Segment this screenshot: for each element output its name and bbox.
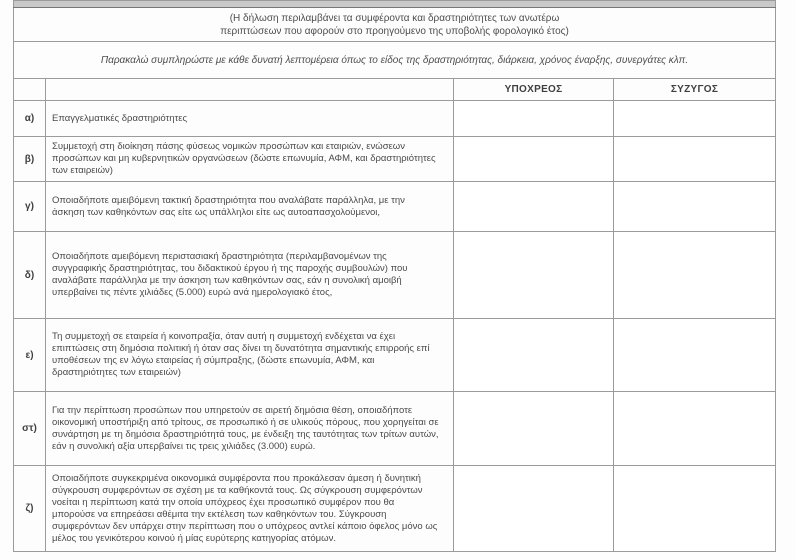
table-row-st xyxy=(14,392,776,466)
row-label: γ) xyxy=(14,182,46,232)
obligor-value-cell[interactable] xyxy=(454,182,614,232)
row-description: Οποιαδήποτε αμειβόμενη τακτική δραστηριότητα που αναλάβατε παράλληλα, με την άσκηση των καθηκόντων σας είτε ως υπάλληλοι είτε ως αυτοαπασχολούμενοι, xyxy=(46,182,454,232)
spouse-value-cell[interactable] xyxy=(614,182,776,232)
table-row-e xyxy=(14,319,776,392)
header-empty-description-cell xyxy=(46,79,454,101)
row-label: στ) xyxy=(14,392,46,466)
row-description: Για την περίπτωση προσώπων που υπηρετούν σε αιρετή δημόσια θέση, οποιαδήποτε οικονομική υποστήριξη από τρίτους, σε προσωπικό ή σε υλικούς πόρους, που χορηγείται σε συνάρτηση με τη δημόσια δραστηριότητά τους, με ένδειξη της ταυτότητας των τρίτων αυτών, εάν η συνολική αξία υπερβαίνει τις τρεις χιλιάδες (3.000) ευρώ. xyxy=(46,392,454,466)
table-top-bar-row xyxy=(14,1,776,8)
spouse-value-cell[interactable] xyxy=(614,137,776,182)
declaration-note-line2: περιπτώσεων που αφορούν στο προηγούμενο της υποβολής φορολογικό έτος) xyxy=(220,25,569,37)
column-header-spouse: ΣΥΖΥΓΟΣ xyxy=(614,79,776,101)
obligor-value-cell[interactable] xyxy=(454,232,614,319)
spouse-value-cell[interactable] xyxy=(614,101,776,137)
instruction-cell xyxy=(14,42,776,79)
row-label: β) xyxy=(14,137,46,182)
spouse-value-cell[interactable] xyxy=(614,232,776,319)
spouse-value-cell[interactable] xyxy=(614,466,776,552)
table-row-b xyxy=(14,137,776,182)
row-label: α) xyxy=(14,101,46,137)
header-empty-label-cell xyxy=(14,79,46,101)
column-header-obligor: ΥΠΟΧΡΕΟΣ xyxy=(454,79,614,101)
row-description: Επαγγελματικές δραστηριότητες xyxy=(46,101,454,137)
row-label: ζ) xyxy=(14,466,46,552)
obligor-value-cell[interactable] xyxy=(454,319,614,392)
table-row-d xyxy=(14,232,776,319)
row-description: Συμμετοχή στη διοίκηση πάσης φύσεως νομικών προσώπων και εταιριών, ενώσεων προσώπων και μη κυβερνητικών οργανώσεων (δώστε επωνυμία, ΑΦΜ, και δραστηριότητες των εταιρειών) xyxy=(46,137,454,182)
table-row-z xyxy=(14,466,776,552)
row-label: δ) xyxy=(14,232,46,319)
interests-declaration-table xyxy=(13,0,776,552)
obligor-value-cell[interactable] xyxy=(454,101,614,137)
spouse-value-cell[interactable] xyxy=(614,392,776,466)
instruction-text: Παρακαλώ συμπληρώστε με κάθε δυνατή λεπτομέρεια όπως το είδος της δραστηριότητας, διάρκεια, χρόνος έναρξης, συνεργάτες κλπ. xyxy=(100,54,689,66)
row-description: Οποιαδήποτε αμειβόμενη περιστασιακή δραστηριότητα (περιλαμβανομένων της συγγραφικής δραστηριότητας, του διδακτικού έργου ή της παροχής συμβουλών) που αναλάβατε παράλληλα με την άσκηση των καθηκόντων σας, εάν η συνολική αμοιβή υπερβαίνει τις πέντε χιλιάδες (5.000) ευρώ ανά ημερολογιακό έτος, xyxy=(46,232,454,319)
obligor-value-cell[interactable] xyxy=(454,392,614,466)
row-description: Τη συμμετοχή σε εταιρεία ή κοινοπραξία, όταν αυτή η συμμετοχή ενδέχεται να έχει επιπτώσεις στη δημόσια πολιτική ή όταν σας δίνει τη δυνατότητα σημαντικής επιρροής επί υποθέσεων της εν λόγω εταιρείας ή σύμπραξης, (δώστε επωνυμία, ΑΦΜ, και δραστηριότητες των εταιρειών) xyxy=(46,319,454,392)
obligor-value-cell[interactable] xyxy=(454,466,614,552)
instruction-row xyxy=(14,42,776,79)
table-top-bar xyxy=(14,1,776,8)
row-label: ε) xyxy=(14,319,46,392)
declaration-note-row xyxy=(14,8,776,42)
declaration-note-line1: (Η δήλωση περιλαμβάνει τα συμφέροντα και δραστηριότητες των ανωτέρω xyxy=(229,12,560,24)
table-row-a xyxy=(14,101,776,137)
obligor-value-cell[interactable] xyxy=(454,137,614,182)
column-header-row xyxy=(14,79,776,101)
table-row-c xyxy=(14,182,776,232)
declaration-note-cell xyxy=(14,8,776,42)
row-description: Οποιαδήποτε συγκεκριμένα οικονομικά συμφέροντα που προκάλεσαν άμεση ή δυνητική σύγκρουση συμφερόντων σε σχέση με τα καθήκοντά τους. Ως σύγκρουση συμφερόντων νοείται η περίπτωση κατά την οποία υπόχρεος έχει προσωπικό συμφέρον που θα μπορούσε να επηρεάσει αθέμιτα την εκτέλεση των καθηκόντων του. Σύγκρουση συμφερόντων δεν υπάρχει στην περίπτωση που ο υπόχρεος αντλεί κάποιο όφελος μόνο ως μέλος του γενικότερου κοινού ή μίας ευρύτερης κατηγορίας ατόμων. xyxy=(46,466,454,552)
spouse-value-cell[interactable] xyxy=(614,319,776,392)
